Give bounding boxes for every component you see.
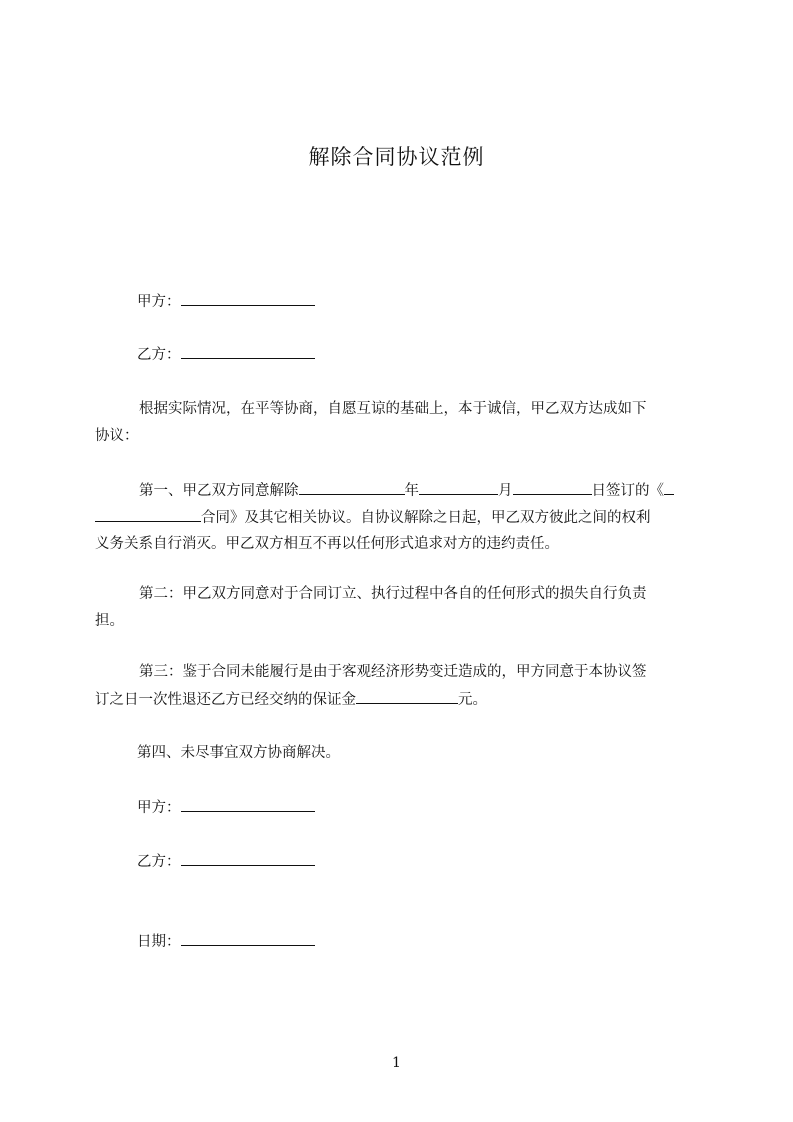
party-b-label: 乙方： [137,347,181,363]
clause-1-line-1 [139,480,759,501]
contract-day-blank [513,480,592,495]
party-a-label: 甲方： [137,294,181,310]
clause-1-line-3: 义务关系自行消灭。甲乙双方相互不再以任何形式追求对方的违约责任。 [95,536,559,552]
page-number: 1 [392,1055,401,1071]
clause-1-line-2 [95,507,715,528]
clause-3-line-1: 第三：鉴于合同未能履行是由于客观经济形势变迁造成的，甲方同意于本协议签 [139,664,647,680]
sign-party-b-label: 乙方： [137,854,181,870]
contract-year-blank [299,480,405,495]
sign-party-b-blank [181,851,315,866]
deposit-amount-blank [356,689,458,704]
date-label: 日期： [137,934,181,950]
sign-party-a-line [137,797,757,818]
sign-party-a-blank [181,797,315,812]
intro-line-2: 协议： [95,428,139,444]
clause-1-contract-text: 合同》及其它相关协议。自协议解除之日起，甲乙双方彼此之间的权利 [201,510,651,526]
sign-party-b-line [137,851,757,872]
party-a-line [137,291,757,312]
currency-unit: 元。 [458,692,487,708]
clause-3-line-2 [95,689,715,710]
clause-1-prefix: 第一、甲乙双方同意解除 [139,483,299,499]
contract-month-blank [419,480,498,495]
clause-3-text: 订之日一次性退还乙方已经交纳的保证金 [95,692,356,708]
intro-line-1: 根据实际情况，在平等协商，自愿互谅的基础上，本于诚信，甲乙双方达成如下 [139,401,647,417]
year-label: 年 [404,483,419,499]
contract-name-blank-start [664,480,674,495]
clause-2-line-1: 第二：甲乙双方同意对于合同订立、执行过程中各自的任何形式的损失自行负责 [139,586,647,602]
clause-4: 第四、未尽事宜双方协商解决。 [137,745,340,761]
party-a-blank [181,291,315,306]
party-b-line [137,344,757,365]
date-blank [181,931,315,946]
month-label: 月 [498,483,513,499]
day-signed-label: 日签订的《 [591,483,664,499]
sign-party-a-label: 甲方： [137,800,181,816]
document-title: 解除合同协议范例 [308,145,485,169]
contract-name-blank [95,507,201,522]
clause-2-line-2: 担。 [95,613,124,629]
date-line [137,931,757,952]
party-b-blank [181,344,315,359]
